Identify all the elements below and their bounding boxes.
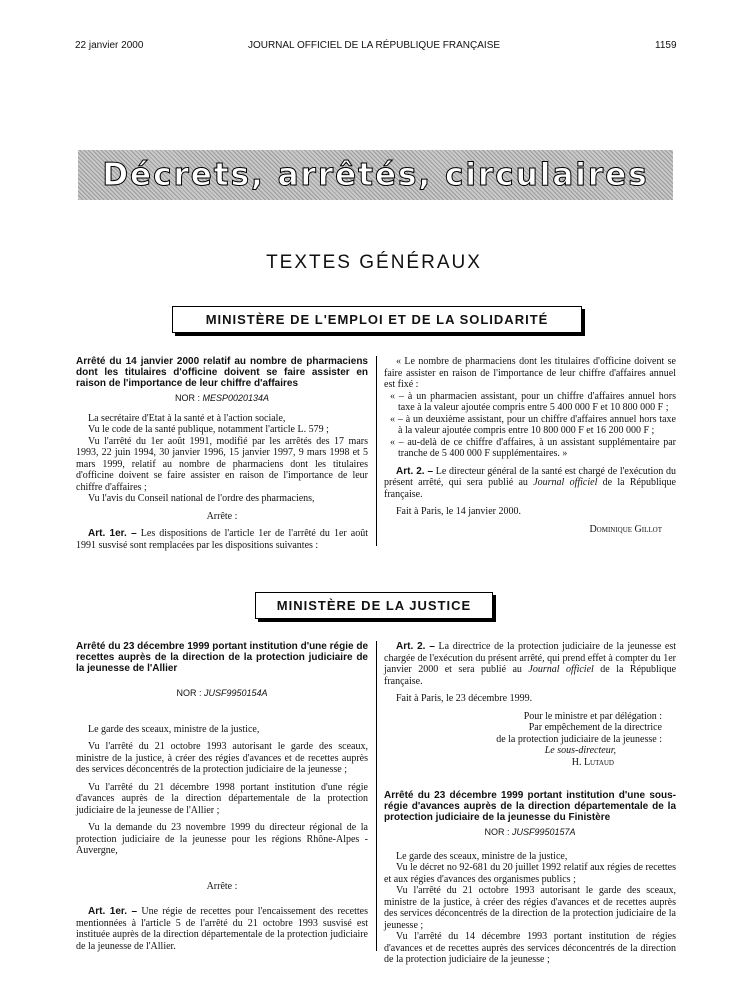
sous-directeur: Le sous-directeur, [544,745,616,756]
article-2 [384,466,676,501]
article-2-text-b: de la République française. [384,664,677,687]
delegation-role [384,745,676,757]
article-column-left [76,641,368,952]
article-column-left [76,356,368,551]
signature-name: Dominique Gillot [589,523,662,535]
visa-paragraph: Vu le décret no 92-681 du 20 juillet 1992 relatif aux régies de recettes et aux régies d'avances des organismes publics ; [384,862,676,885]
fait-a-paris: Fait à Paris, le 14 janvier 2000. [396,506,521,517]
rubric-banner [78,150,673,200]
article-2-text-a: Le directeur général de la santé est chargé de l'exécution du présent arrêté, qui sera publié au [384,465,676,488]
nor-label: NOR : [484,827,510,837]
nor-label: NOR : [174,393,200,403]
visa-paragraph: Vu l'arrêté du 1er août 1991, modifié par les arrêtés des 17 mars 1993, 22 juin 1994, 30 janvier 1996, 15 janvier 1997, 9 mars 1998 et 5 mars 1999, relatif au nombre de pharmaciens dont les titulaires d'officine doivent se faire assister en raison de l'importance de leur chiffre d'affaires ; [76,435,368,493]
banner-title: Décrets, arrêtés, circulaires [102,157,649,193]
visa-paragraph: Vu l'arrêté du 21 octobre 1993 autorisant le garde des sceaux, ministre de la justice, à créer des régies d'avances et de recettes auprès des services déconcentrés de la direction de la protection judiciaire de la jeunesse ; [384,885,676,931]
signature-name: H. Lutaud [571,756,614,768]
journal-officiel: Journal officiel [533,477,598,488]
article-2-text-b: de la République française. [384,477,676,500]
nor-reference [76,688,368,700]
article-1-label: Art. 1er. – [88,528,137,539]
ministry-heading-emploi: MINISTÈRE DE L'EMPLOI ET DE LA SOLIDARITÉ [172,306,582,333]
visa-paragraph: Vu l'arrêté du 21 décembre 1998 portant institution d'une régie d'avances auprès de la direction départementale de la protection judiciaire de la jeunesse de l'Allier ; [76,781,368,816]
visa-paragraph: Vu le code de la santé publique, notamment l'article L. 579 ; [88,424,329,435]
article-2-label: Art. 2. – [396,641,435,652]
ministry-heading-justice: MINISTÈRE DE LA JUSTICE [255,592,493,619]
article-1 [76,906,368,952]
article-1-label: Art. 1er. – [88,906,138,917]
visa-paragraph: Vu la demande du 23 novembre 1999 du directeur régional de la protection judiciaire de la jeunesse pour les régions Rhône-Alpes - Auvergne, [76,822,368,856]
section-title: TEXTES GÉNÉRAUX [266,252,482,273]
article-column-right [384,356,676,535]
delegation-line: Par empêchement de la directrice [528,722,662,733]
nor-code: MESP0020134A [202,393,270,403]
article-column-right [384,641,676,966]
delegation-line: de la protection judiciaire de la jeunesse : [496,733,662,745]
quoted-item: « – au-delà de ce chiffre d'affaires, à un assistant supplémentaire par tranche de 5 400 000 F supplémentaires. » [390,436,676,459]
nor-label: NOR : [176,688,202,698]
article-title: Arrêté du 14 janvier 2000 relatif au nombre de pharmaciens dont les titulaires d'officine doivent se faire assister en raison de l'importance de leur chiffre d'affaires [76,356,368,389]
quoted-paragraph: « Le nombre de pharmaciens dont les titulaires d'officine doivent se faire assister en raison de l'importance de leur chiffre d'affaires annuel est fixé : [384,356,676,390]
article-2-label: Art. 2. – [396,465,434,477]
nor-reference [76,393,368,405]
signature [384,524,676,536]
fait-a-paris: Fait à Paris, le 23 décembre 1999. [396,693,533,704]
nor-code: JUSF9950157A [511,827,576,837]
header-title: JOURNAL OFFICIEL DE LA RÉPUBLIQUE FRANÇAISE [247,40,501,51]
preamble-paragraph: La secrétaire d'Etat à la santé et à l'action sociale, [88,412,286,424]
header-date: 22 janvier 2000 [75,40,144,51]
preamble-paragraph: Le garde des sceaux, ministre de la justice, [396,850,568,862]
article-title: Arrêté du 23 décembre 1999 portant institution d'une régie de recettes auprès de la direction de la protection judiciaire de la jeunesse de l'Allier [76,641,368,674]
article-2-text-a: La directrice de la protection judiciaire de la jeunesse est chargée de l'exécution du présent arrêté, qui prend effet à compter du 1er janvier 2000 et sera publié au [384,641,676,675]
article-1-text: Une régie de recettes pour l'encaissement des recettes mentionnées à l'article 5 de l'arrêté du 21 octobre 1993 susvisé est instituée auprès de la direction départementale de la protection judiciaire de la jeunesse de l'Allier. [76,906,368,952]
journal-officiel: Journal officiel [528,664,594,675]
arrete-label: Arrête : [206,510,238,522]
page-number: 1159 [655,40,677,51]
article-1 [76,528,368,551]
quoted-item: « – à un pharmacien assistant, pour un chiffre d'affaires annuel hors taxe à la valeur ajoutée compris entre 5 400 000 F et 10 800 000 F ; [390,390,676,413]
visa-paragraph: Vu l'arrêté du 14 décembre 1993 portant institution de régies d'avances et de recettes auprès des services déconcentrés de la direction de la protection judiciaire de la jeunesse ; [384,931,676,965]
nor-reference [384,827,676,839]
article-1-text: Les dispositions de l'article 1er de l'arrêté du 1er août 1991 susvisé sont remplacées par les dispositions suivantes : [76,528,368,551]
visa-paragraph: Vu l'avis du Conseil national de l'ordre des pharmaciens, [88,493,315,504]
article-title: Arrêté du 23 décembre 1999 portant institution d'une sous-régie d'avances auprès de la direction départementale de la protection judiciaire de la jeunesse du Finistère [384,790,676,823]
nor-code: JUSF9950154A [203,688,268,698]
quoted-item: « – à un deuxième assistant, pour un chiffre d'affaires annuel hors taxe à la valeur ajoutée compris entre 10 800 000 F et 16 200 000 F ; [390,413,676,436]
signature [384,757,676,769]
column-divider [376,356,377,546]
delegation-line: Pour le ministre et par délégation : [523,710,662,722]
arrete-label: Arrête : [206,880,238,892]
visa-paragraph: Vu l'arrêté du 21 octobre 1993 autorisant le garde des sceaux, ministre de la justice, à créer des régies d'avances et de recettes auprès des services déconcentrés de la protection judiciaire de la jeunesse ; [76,741,368,775]
column-divider [376,641,377,951]
article-2 [384,641,676,687]
preamble-paragraph: Le garde des sceaux, ministre de la justice, [88,723,260,735]
